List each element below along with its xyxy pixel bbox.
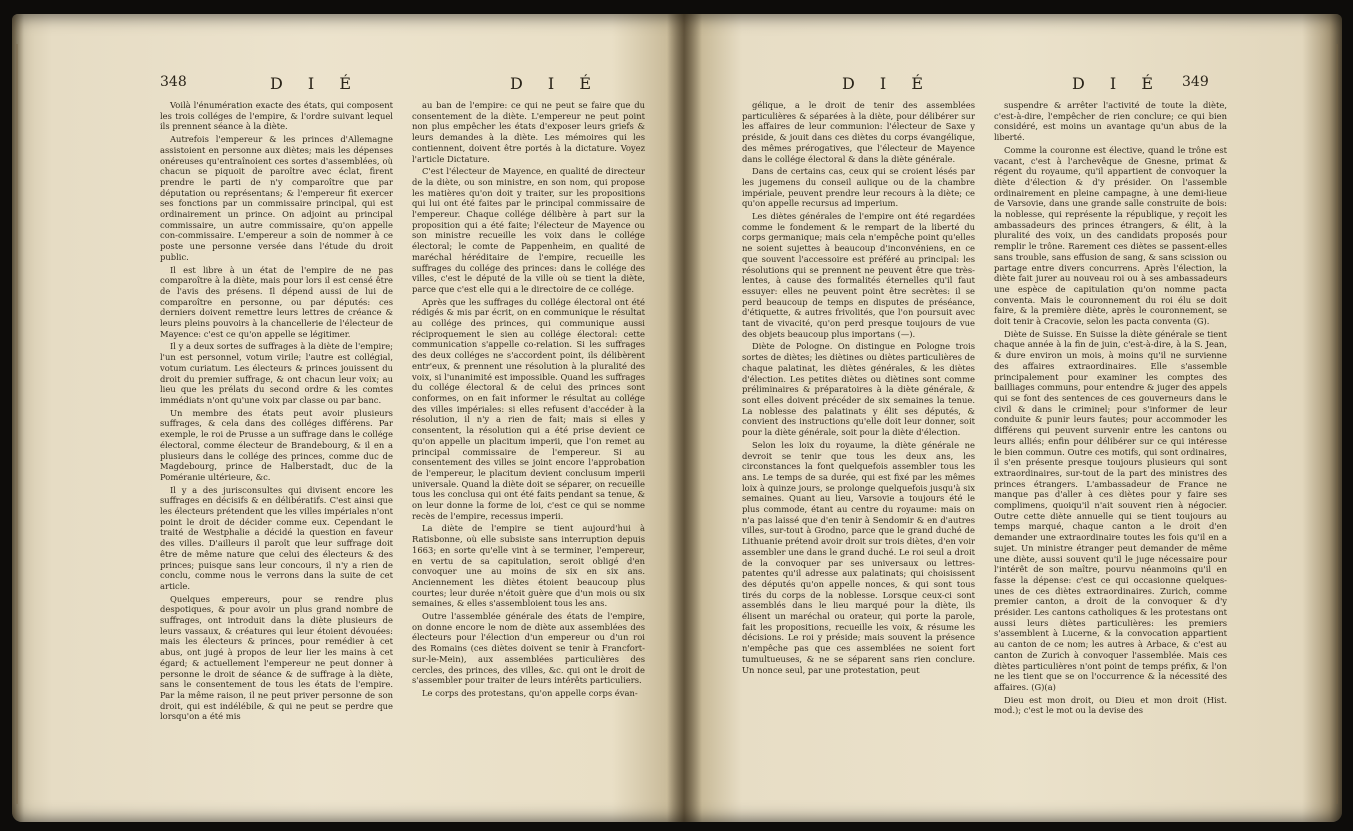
paragraph: Dieu est mon droit, ou Dieu et mon droit (Hist. mod.); c'est le mot ou la devise des: [994, 694, 1227, 716]
paragraph: Il y a des jurisconsultes qui divisent encore les suffrages en décisifs & en délibératifs. C'est ainsi que les électeurs prétendent que les villes impériales n'ont point le droit de décider comme eux. Cependant le traité de Westphalie a décidé la question en faveur des villes. D'ailleurs il paroît que leur suffrage doit être de même nature que celui des électeurs & des princes; puisque sans leur concours, il n'y a rien de conclu, comme nous le verrons dans la suite de cet article.: [160, 484, 393, 591]
paragraph: Outre l'assemblée générale des états de l'empire, on donne encore le nom de diète aux assemblées des électeurs pour l'élection d'un empereur ou d'un roi des Romains (ces diètes doivent se tenir à Francfort-sur-le-Mein), aux assemblées particulières des cercles, des princes, des villes, &c. qui ont le droit de s'assembler pour traiter de leurs intérêts particuliers.: [412, 611, 645, 686]
page-number: 348: [160, 74, 187, 90]
page-number: 349: [1182, 74, 1209, 90]
paragraph: Autrefois l'empereur & les princes d'Allemagne assistoient en personne aux diètes; mais les dépenses onéreuses qu'entraînoient ces sortes d'assemblées, où chacun se piquoit de paroître avec éclat, firent prendre le parti de n'y comparoître que par députation ou représentans; & l'empereur fit exercer ses fonctions par un commissaire principal, qui est ordinairement un prince. On adjoint au principal commissaire, un autre commissaire, qu'on appelle con-commissaire. L'empereur a soin de nommer à ce poste une personne versée dans l'étude du droit public.: [160, 134, 393, 262]
left-page-edge: [16, 44, 18, 804]
paragraph: suspendre & arrêter l'activité de toute la diète, c'est-à-dire, l'empêcher de rien conclure; ce qui bien considéré, est moins un avantage qu'un abus de la liberté.: [994, 100, 1227, 143]
paragraph: Diète de Pologne. On distingue en Pologne trois sortes de diètes; les diètines ou diètes particulières de chaque palatinat, les diètes générales, & les diètes d'élection. Les petites diètes ou diètines sont comme préliminaires & préparatoires à la diète générale, & sont elles doivent précéder de six semaines la tenue. La noblesse des palatinats y élit ses députés, & convient des instructions qu'elle doit leur donner, soit pour la diète générale, soit pour la diète d'élection.: [742, 341, 975, 438]
paragraph: Diète de Suisse. En Suisse la diète générale se tient chaque année à la fin de juin, c'est-à-dire, à la S. Jean, & dure environ un mois, à moins qu'il ne survienne des affaires extraordinaires. Elle s'assemble principalement pour examiner les comptes des bailliages communs, pour entendre & juger des appels qui se font des sentences de ces gouverneurs dans le civil & dans le criminel; pour s'informer de leur conduite & punir leurs fautes; pour accommoder les différens qui peuvent survenir entre les cantons ou leurs alliés; enfin pour délibérer sur ce qui intéresse le bien commun. Outre ces motifs, qui sont ordinaires, il s'en présente presque toujours plusieurs qui sont extraordinaires, sur-tout de la part des ministres des princes étrangers. L'ambassadeur de France ne manque pas d'aller à ces diètes pour y faire ses complimens, quoiqu'il n'ait souvent rien à négocier. Outre cette diète annuelle qui se tient toujours au temps marqué, chaque canton a le droit d'en demander une extraordinaire toutes les fois qu'il en a sujet. Un ministre étranger peut demander de même une diète, aussi souvent qu'il le juge nécessaire pour l'intérêt de son maître, pourvu néanmoins qu'il en fasse la dépense: c'est ce qui occasionne quelques-unes de ces diètes extraordinaires. Zurich, comme premier canton, a droit de la convoquer & d'y présider. Les cantons catholiques & les protestans ont aussi leurs diètes particulières: les premiers s'assemblent à Lucerne, & la convocation appartient au canton de ce nom; les autres à Arbace, & c'est au canton de Zurich à convoquer l'assemblée. Mais ces diètes particulières n'ont point de temps préfix, & l'on ne les tient que se on l'occurrence & la nécessité des affaires. (G)(a): [994, 328, 1227, 692]
paragraph: Il y a deux sortes de suffrages à la diète de l'empire; l'un est personnel, votum virile; l'autre est collégial, votum curiatum. Les électeurs & princes jouissent du droit du premier suffrage, & ont chacun leur voix; au lieu que les prélats du second ordre & les comtes immédiats n'ont qu'une voix par classe ou par banc.: [160, 341, 393, 405]
right-page-column-1: [742, 100, 975, 677]
right-page-column-2: [994, 100, 1227, 718]
left-page-header: [160, 74, 660, 98]
paragraph: Selon les loix du royaume, la diète générale ne devroit se tenir que tous les deux ans, les circonstances la font quelquefois assembler tous les ans. Le temps de sa durée, qui est fixé par les mêmes loix à quinze jours, se prolonge quelquefois jusqu'à six semaines. Quant au lieu, Varsovie a toujours été le plus commode, étant au centre du royaume: mais on n'a pas laissé que d'en tenir à Sendomir & en d'autres villes, sur-tout à Grodno, parce que le grand duché de Lithuanie prétend avoir droit sur trois diètes, d'en voir assembler une dans le grand duché. Le roi seul a droit de la convoquer par ses universaux ou lettres-patentes qu'il adresse aux palatinats; qui choisissent des députés qu'on appelle nonces, & qui sont tous tirés du corps de la noblesse. Lorsque ceux-ci sont assemblés dans le lieu marqué pour la diète, ils élisent un maréchal ou orateur, qui porte la parole, fait les propositions, recueille les voix, & résume les décisions. Le roi y préside; mais souvent la présence n'empêche pas que ces assemblées ne soient fort tumultueuses, & ne se séparent sans rien conclure. Un nonce seul, par une protestation, peut: [742, 439, 975, 675]
running-head: D I É: [510, 74, 601, 93]
paragraph: Dans de certains cas, ceux qui se croient lésés par les jugemens du conseil aulique ou de la chambre impériale, peuvent prendre leur recours à la diète; ce qu'on appelle recursus ad imperium.: [742, 166, 975, 209]
paragraph: Les diètes générales de l'empire ont été regardées comme le fondement & le rempart de la liberté du corps germanique; mais cela n'empêche point qu'elles ne soient sujettes à beaucoup d'inconvéniens, en ce que souvent l'accessoire est préféré au principal: les résolutions qui se prennent ne peuvent être que très-lentes, à cause des formalités éternelles qu'il faut essuyer: elles ne peuvent point être secrètes: il se perd beaucoup de temps en disputes de préséance, d'étiquette, & autres frivolités, que l'on poursuit avec tant de vivacité, qu'on perd presque toujours de vue des objets beaucoup plus importans (—).: [742, 211, 975, 339]
paragraph: Après que les suffrages du collége électoral ont été rédigés & mis par écrit, on en communique le résultat au collége des princes, qui communique aussi réciproquement le sien au collége électoral: cette communication s'appelle co-relation. Si les suffrages des deux colléges ne s'accordent point, ils délibèrent entr'eux, & prennent une résolution à la pluralité des voix, si l'unanimité est impossible. Quand les suffrages du collége électoral & de celui des princes sont conformes, on en fait informer le résultat au collége des villes impériales: si elles refusent d'accéder à la résolution, il n'y a rien de fait; mais si elles y consentent, la résolution qui a été prise devient ce qu'on appelle un placitum imperii, que l'on remet au principal commissaire de l'empereur. Si au consentement des villes se joint encore l'approbation de l'empereur, le placitum devient conclusum imperii universale. Quand la diète doit se séparer, on recueille tous les conclusa qui ont été faits pendant sa tenue, & on leur donne la forme de loi, c'est ce qui se nomme recès de l'empire, recessus imperii.: [412, 296, 645, 521]
book-gutter: [667, 14, 702, 822]
paragraph: Comme la couronne est élective, quand le trône est vacant, c'est à l'archevêque de Gnesne, primat & régent du royaume, qu'il appartient de convoquer la diète d'élection & d'y présider. On l'assemble ordinairement en pleine campagne, à une demi-lieue de Varsovie, dans une grande salle construite de bois: la noblesse, qui représente la république, y reçoit les ambassadeurs des princes étrangers, & élit, à la pluralité des voix, un des candidats proposés pour remplir le trône. Rarement ces diètes se passent-elles sans trouble, sans effusion de sang, & sans scission ou partage entre divers concurrens. Après l'élection, la diète fait jurer au nouveau roi ou à ses ambassadeurs une espèce de capitulation qu'on nomme pacta conventa. Mais le couronnement du roi élu se doit faire, & la première diète, après le couronnement, se doit tenir à Cracovie, selon les pacta conventa (G).: [994, 144, 1227, 327]
running-head: D I É: [842, 74, 933, 93]
paragraph: Le corps des protestans, qu'on appelle corps évan-: [422, 687, 638, 698]
paragraph: C'est l'électeur de Mayence, en qualité de directeur de la diète, ou son ministre, en son nom, qui propose les matières qu'on doit y traiter, sur les propositions qui lui ont été faites par le principal commissaire de l'empereur. Chaque collége délibère à part sur la proposition qui a été faite; l'électeur de Mayence ou son ministre recueille les voix dans le collége électoral; le comte de Pappenheim, en qualité de maréchal héréditaire de l'empire, recueille les suffrages du collége des princes: dans le collége des villes, c'est le député de la ville où se tient la diète, parce que c'est elle qui a le directoire de ce collége.: [412, 166, 645, 294]
right-page: [712, 74, 1227, 794]
paragraph: Un membre des états peut avoir plusieurs suffrages, & cela dans des colléges différens. Par exemple, le roi de Prusse a un suffrage dans le collége électoral, comme électeur de Brandebourg, & il en a plusieurs dans le collége des princes, comme duc de Magdebourg, prince de Halberstadt, duc de la Poméranie ultérieure, &c.: [160, 407, 393, 482]
paragraph: gélique, a le droit de tenir des assemblées particulières & séparées à la diète, pour délibérer sur les affaires de leur communion: l'électeur de Saxe y préside, & jouit dans ces diètes du corps évangélique, des mêmes prérogatives, que l'électeur de Mayence dans le collége électoral & dans la diète générale.: [742, 100, 975, 164]
right-page-header: [712, 74, 1212, 98]
open-book: [12, 14, 1342, 822]
paragraph: Quelques empereurs, pour se rendre plus despotiques, & pour avoir un plus grand nombre de suffrages, ont introduit dans la diète plusieurs de leurs vassaux, & créatures qui leur étoient dévouées: mais les électeurs & princes, pour remédier à cet abus, ont jugé à propos de leur lier les mains à cet égard; & actuellement l'empereur ne peut donner à personne le droit de séance & de suffrage à la diète, sans le consentement de tous les états de l'empire. Par la même raison, il ne peut priver personne de son droit, qui est indélébile, & qui ne peut se perdre que lorsqu'on a été mis: [160, 593, 393, 722]
left-page-column-2: [412, 100, 645, 701]
running-head: D I É: [1072, 74, 1163, 93]
left-page-column-1: [160, 100, 393, 724]
paragraph: Voilà l'énumération exacte des états, qui composent les trois colléges de l'empire, & l'ordre suivant lequel ils prennent séance à la diète.: [160, 100, 393, 132]
paragraph: au ban de l'empire: ce qui ne peut se faire que du consentement de la diète. L'empereur ne peut point non plus empêcher les états d'exposer leurs griefs & leurs demandes à la diète. Les mémoires qui les contiennent, doivent être portés à la dictature. Voyez l'article Dictature.: [412, 100, 645, 164]
paragraph: Il est libre à un état de l'empire de ne pas comparoître à la diète, mais pour lors il est censé être de l'avis des présens. Il dépend aussi de lui de comparoître en personne, ou par députés: ces derniers doivent remettre leurs lettres de créance & leurs pleins pouvoirs à la chancellerie de l'électeur de Mayence: c'est ce qu'on appelle se légitimer.: [160, 264, 393, 339]
left-page: [160, 74, 660, 794]
running-head: D I É: [270, 74, 361, 93]
right-page-edge: [1336, 44, 1338, 804]
paragraph: La diète de l'empire se tient aujourd'hui à Ratisbonne, où elle subsiste sans interruption depuis 1663; en sorte qu'elle vint à se terminer, l'empereur, en vertu de sa capitulation, seroit obligé d'en convoquer une au moins de six en six ans. Anciennement les diètes étoient beaucoup plus courtes; leur durée n'étoit guère que d'un mois ou six semaines, & elles s'assembloient tous les ans.: [412, 523, 645, 609]
